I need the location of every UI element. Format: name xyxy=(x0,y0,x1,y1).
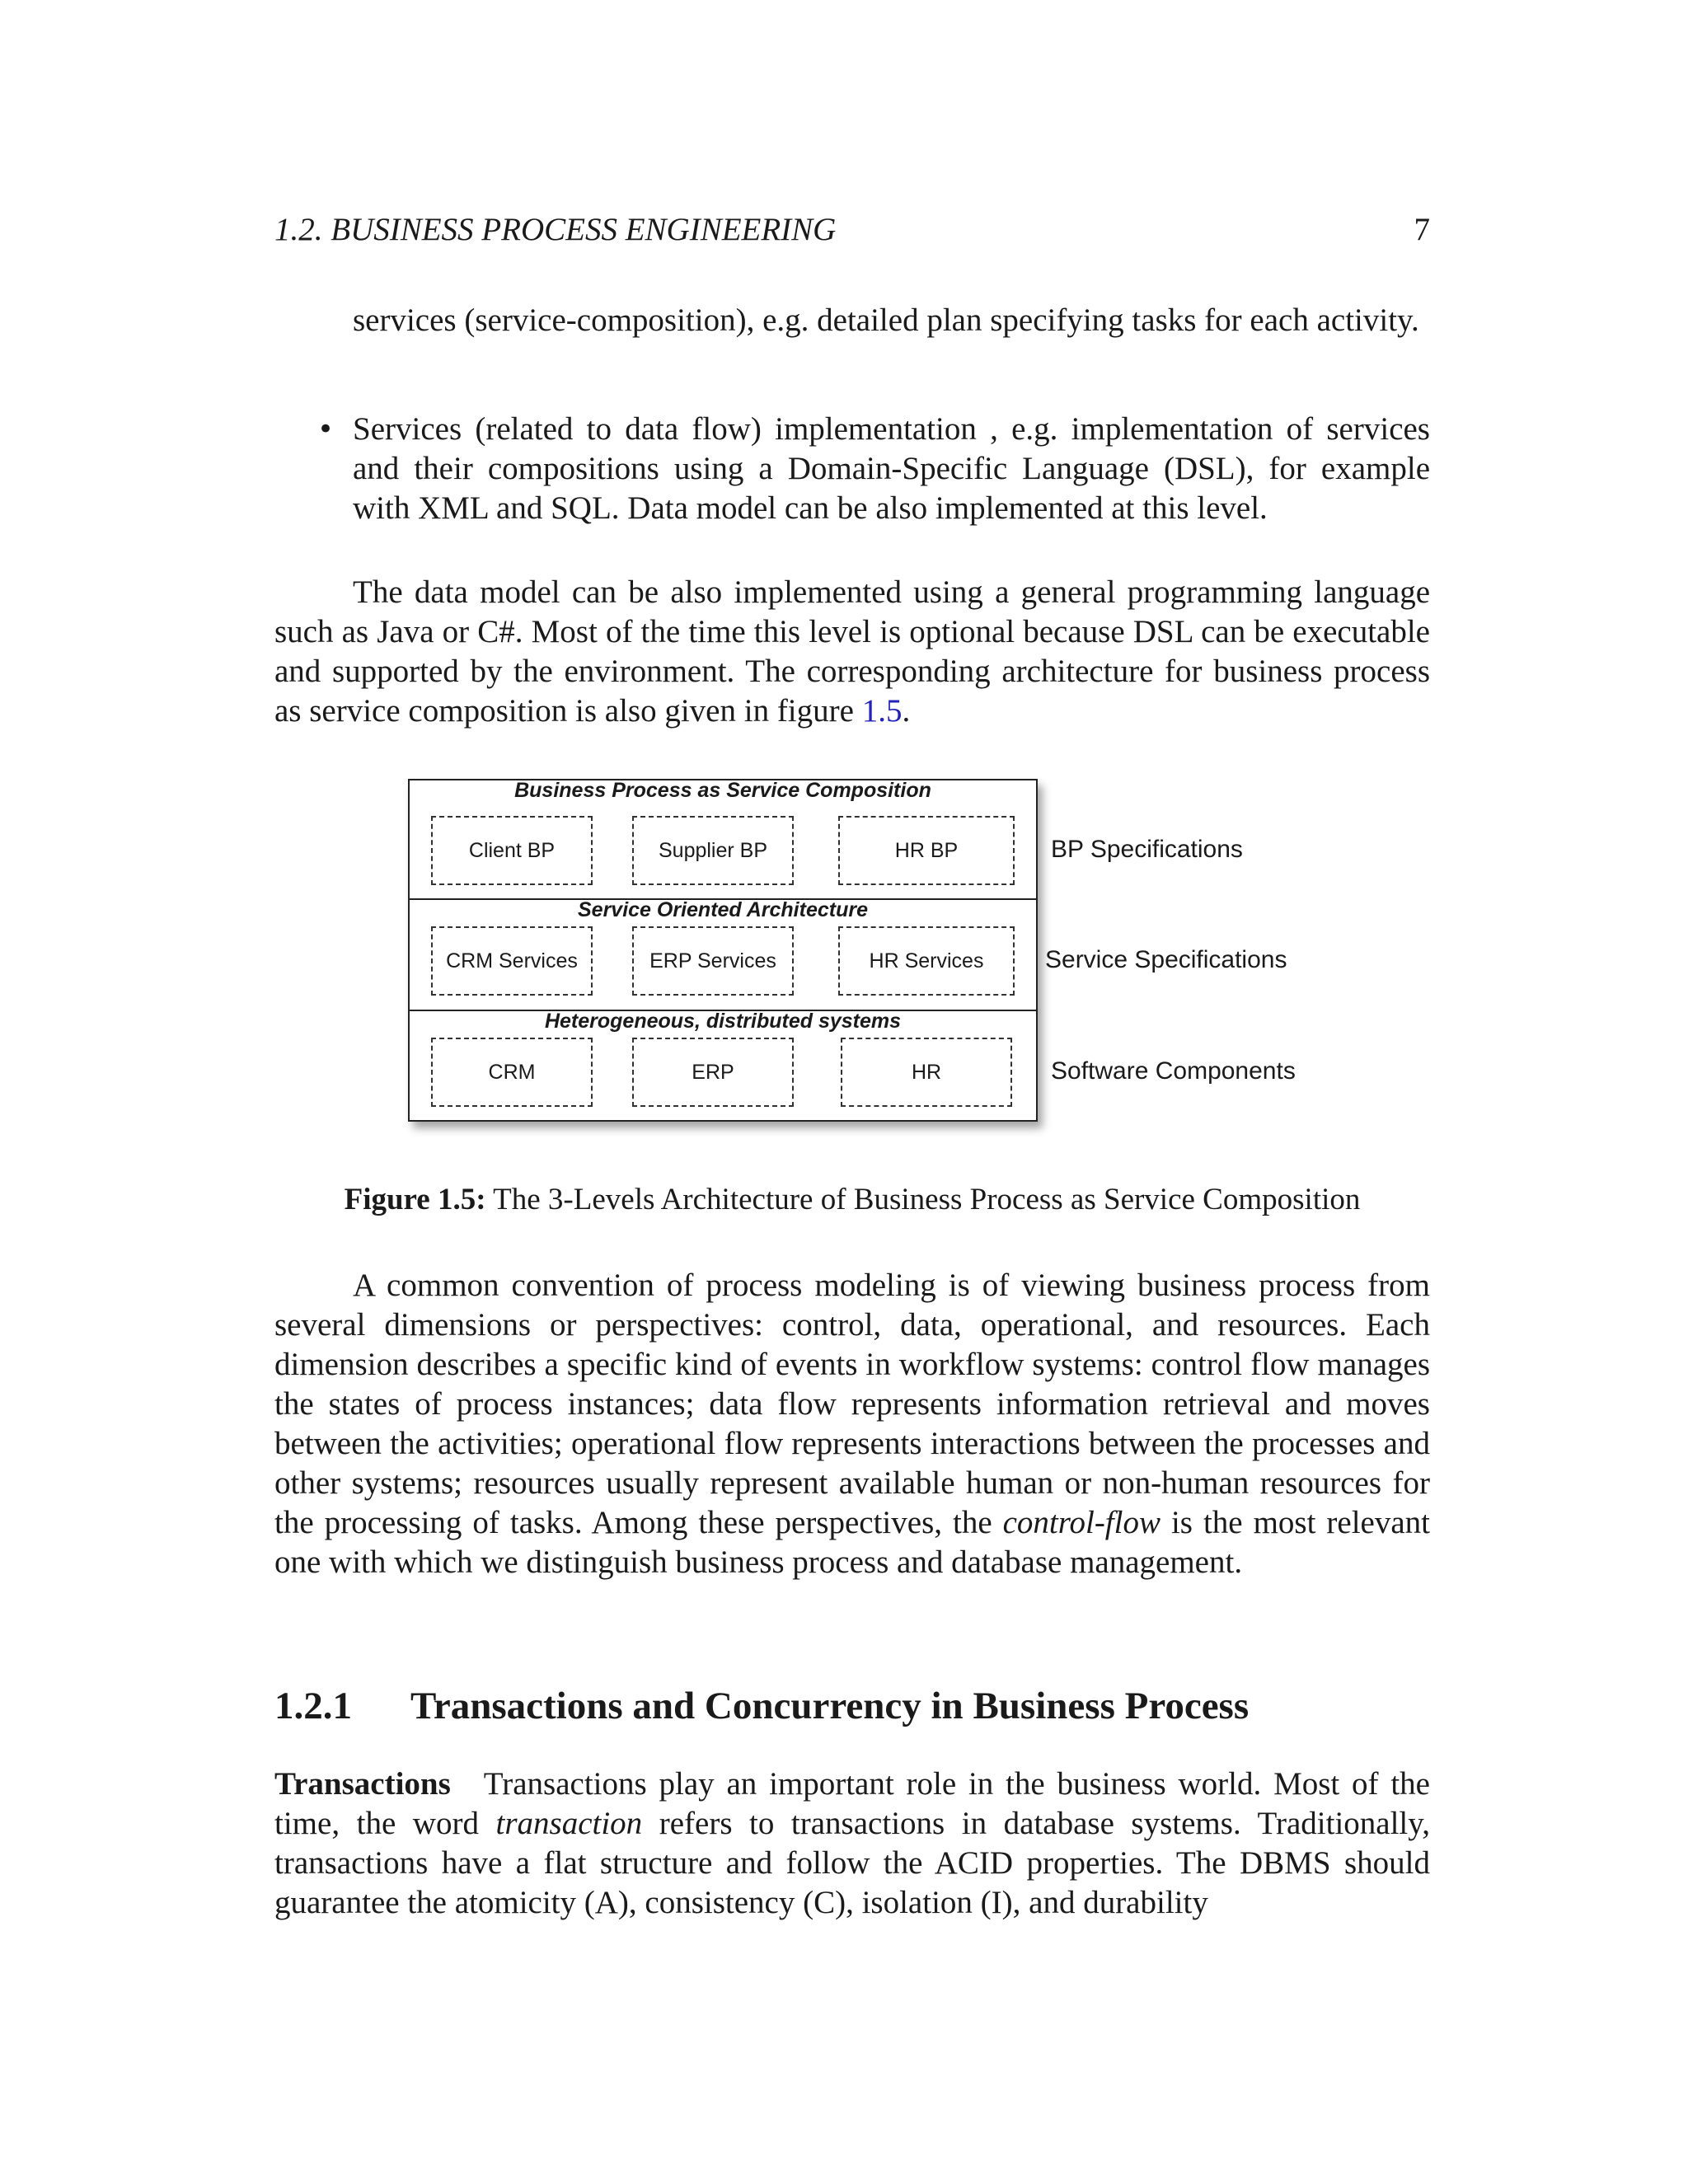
bullet-item: Services (related to data flow) implementation , e.g. implementation of services and their compositions using a Domain-Specific Language (DSL), for example with XML and SQL. Data model can be also implemented at this level. xyxy=(353,411,1430,526)
side-label-bp: BP Specifications xyxy=(1051,836,1243,863)
layer-bp-title: Business Process as Service Composition xyxy=(514,779,931,802)
paragraph-1-text: The data model can be also implemented using a general programming language such as Java or C#. Most of the time this level is optional because DSL can be executable and supported by the environment. The corresponding architecture for business process as service composition is also given in figure xyxy=(274,574,1430,729)
running-header-title: 1.2. BUSINESS PROCESS ENGINEERING xyxy=(274,212,837,247)
box-client-bp: Client BP xyxy=(431,816,593,885)
figure-caption-text: The 3-Levels Architecture of Business Process as Service Composition xyxy=(493,1183,1361,1216)
figure-reference-link[interactable]: 1.5 xyxy=(861,693,903,729)
box-erp-services: ERP Services xyxy=(632,926,794,996)
paragraph-3-emphasis: transaction xyxy=(495,1806,643,1841)
layer-systems-title: Heterogeneous, distributed systems xyxy=(544,1010,902,1033)
paragraph-2-text-b: is the most relevant one with which we distinguish business process and database management. xyxy=(274,1505,1430,1580)
paragraph-3-text-b: refers to transactions in database systems. Traditionally, transactions have a flat structure and follow the ACID properties. The DBMS should guarantee the atomicity (A), consistency (C), isolation (I), and durability xyxy=(274,1806,1430,1920)
paragraph-2-emphasis: control-flow xyxy=(1002,1505,1160,1540)
page-number: 7 xyxy=(1414,212,1430,247)
box-hr-bp: HR BP xyxy=(838,816,1015,885)
paragraph-2 xyxy=(274,1266,1430,1582)
bullet-continuation: services (service-composition), e.g. detailed plan specifying tasks for each activity. xyxy=(353,302,1419,338)
box-crm-services: CRM Services xyxy=(431,926,593,996)
section-title: Transactions and Concurrency in Business Process xyxy=(410,1685,1250,1727)
box-erp: ERP xyxy=(632,1038,794,1107)
box-supplier-bp: Supplier BP xyxy=(632,816,794,885)
architecture-diagram xyxy=(408,779,1038,1122)
running-header xyxy=(274,211,1430,257)
box-crm: CRM xyxy=(431,1038,593,1107)
paragraph-1 xyxy=(274,573,1430,731)
layer-soa xyxy=(410,900,1036,1011)
box-hr: HR xyxy=(841,1038,1012,1107)
paragraph-3-lead: Transactions xyxy=(274,1766,451,1802)
figure-caption-label: Figure 1.5: xyxy=(344,1183,486,1216)
box-hr-services: HR Services xyxy=(838,926,1015,996)
paragraph-2-text-a: A common convention of process modeling is of viewing business process from several dimensions or perspectives: control, data, operational, and resources. Each dimension describes a specific kind of events in workflow systems: control flow manages the states of process instances; data flow represents information retrieval and moves between the activities; operational flow represents interactions between the processes and other systems; resources usually represent available human or non-human resources for the processing of tasks. Among these perspectives, the xyxy=(274,1268,1430,1540)
paragraph-3 xyxy=(274,1765,1430,1923)
section-heading xyxy=(274,1684,1249,1728)
side-label-software: Software Components xyxy=(1051,1057,1296,1085)
paragraph-1-end: . xyxy=(902,693,911,729)
layer-bp xyxy=(410,780,1036,900)
paragraph-3-text-a: Transactions play an important role in the business world. Most of the time, the word xyxy=(274,1766,1430,1841)
layer-systems xyxy=(410,1011,1036,1120)
layer-soa-title: Service Oriented Architecture xyxy=(578,898,868,921)
figure-caption xyxy=(274,1182,1430,1217)
side-label-services: Service Specifications xyxy=(1045,946,1287,973)
bullet-icon: • xyxy=(317,413,335,446)
section-number: 1.2.1 xyxy=(274,1685,352,1727)
